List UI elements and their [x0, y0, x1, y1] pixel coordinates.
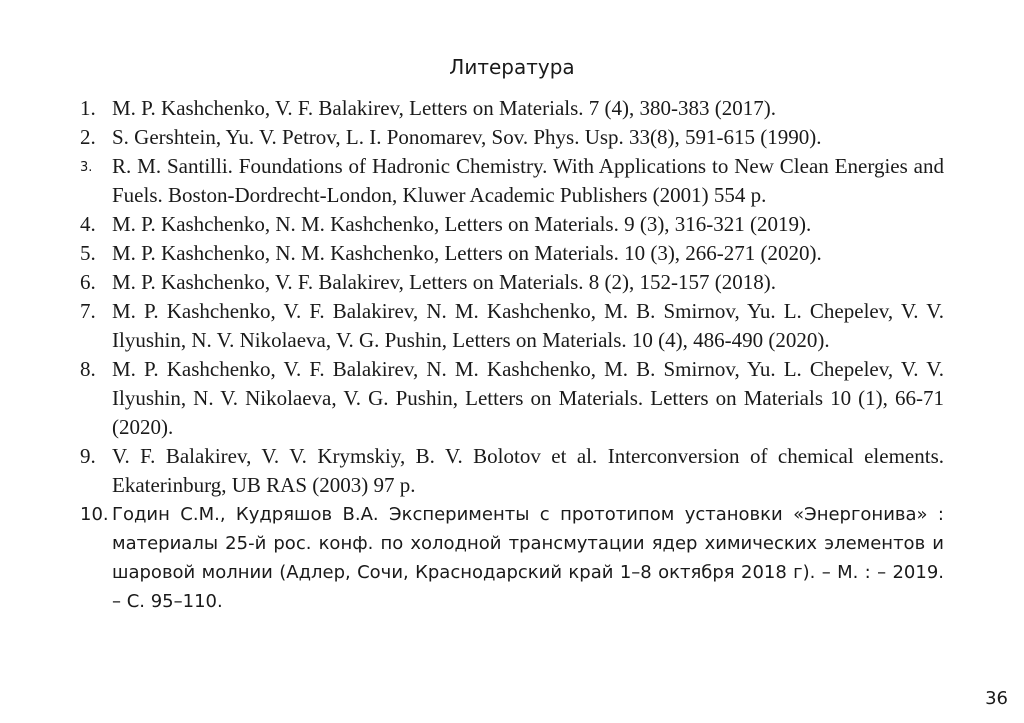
- reference-number: 9.: [80, 444, 96, 468]
- reference-number: 4.: [80, 212, 96, 236]
- reference-item: [80, 442, 944, 500]
- reference-number: 5.: [80, 241, 96, 265]
- reference-item: [80, 268, 944, 297]
- reference-text: Годин С.М., Кудряшов В.А. Эксперименты с прототипом установки «Энергонива» : материалы 25-й рос. конф. по холодной трансмутации ядер химических элементов и шаровой молнии (Адлер, Сочи, Краснодарский край 1–8 октября 2018 г). – М. : – 2019. – С. 95–110.: [112, 504, 944, 612]
- reference-text: M. P. Kashchenko, N. M. Kashchenko, Letters on Materials. 10 (3), 266-271 (2020).: [112, 241, 822, 265]
- reference-text: S. Gershtein, Yu. V. Petrov, L. I. Ponomarev, Sov. Phys. Usp. 33(8), 591-615 (1990).: [112, 125, 822, 149]
- reference-text: M. P. Kashchenko, V. F. Balakirev, N. M. Kashchenko, M. B. Smirnov, Yu. L. Chepelev, V. V. Ilyushin, N. V. Nikolaeva, V. G. Pushin, Letters on Materials. 10 (4), 486-490 (2020).: [112, 299, 944, 352]
- reference-item: [80, 500, 944, 616]
- reference-number: 8.: [80, 357, 96, 381]
- reference-text: V. F. Balakirev, V. V. Krymskiy, B. V. Bolotov et al. Interconversion of chemical elements. Ekaterinburg, UB RAS (2003) 97 p.: [112, 444, 944, 497]
- reference-item: [80, 94, 944, 123]
- reference-text: M. P. Kashchenko, V. F. Balakirev, N. M. Kashchenko, M. B. Smirnov, Yu. L. Chepelev, V. V. Ilyushin, N. V. Nikolaeva, V. G. Pushin, Letters on Materials. Letters on Materials 10 (1), 66-71 (2020).: [112, 357, 944, 439]
- reference-text: M. P. Kashchenko, V. F. Balakirev, Letters on Materials. 8 (2), 152-157 (2018).: [112, 270, 776, 294]
- reference-number: 6.: [80, 270, 96, 294]
- reference-number: 3.: [80, 160, 93, 175]
- reference-item: [80, 355, 944, 442]
- reference-item: [80, 210, 944, 239]
- reference-number: 1.: [80, 96, 96, 120]
- reference-text: R. M. Santilli. Foundations of Hadronic Chemistry. With Applications to New Clean Energies and Fuels. Boston-Dordrecht-London, Kluwer Academic Publishers (2001) 554 p.: [112, 154, 944, 207]
- reference-text: M. P. Kashchenko, N. M. Kashchenko, Letters on Materials. 9 (3), 316-321 (2019).: [112, 212, 812, 236]
- reference-item: [80, 152, 944, 210]
- reference-number: 7.: [80, 299, 96, 323]
- reference-list: [80, 94, 944, 616]
- reference-item: [80, 239, 944, 268]
- page-number: 36: [985, 688, 1008, 709]
- page-title: Литература: [449, 55, 575, 79]
- reference-text: M. P. Kashchenko, V. F. Balakirev, Letters on Materials. 7 (4), 380-383 (2017).: [112, 96, 776, 120]
- reference-number: 10.: [80, 504, 109, 525]
- reference-number: 2.: [80, 125, 96, 149]
- reference-item: [80, 297, 944, 355]
- reference-item: [80, 123, 944, 152]
